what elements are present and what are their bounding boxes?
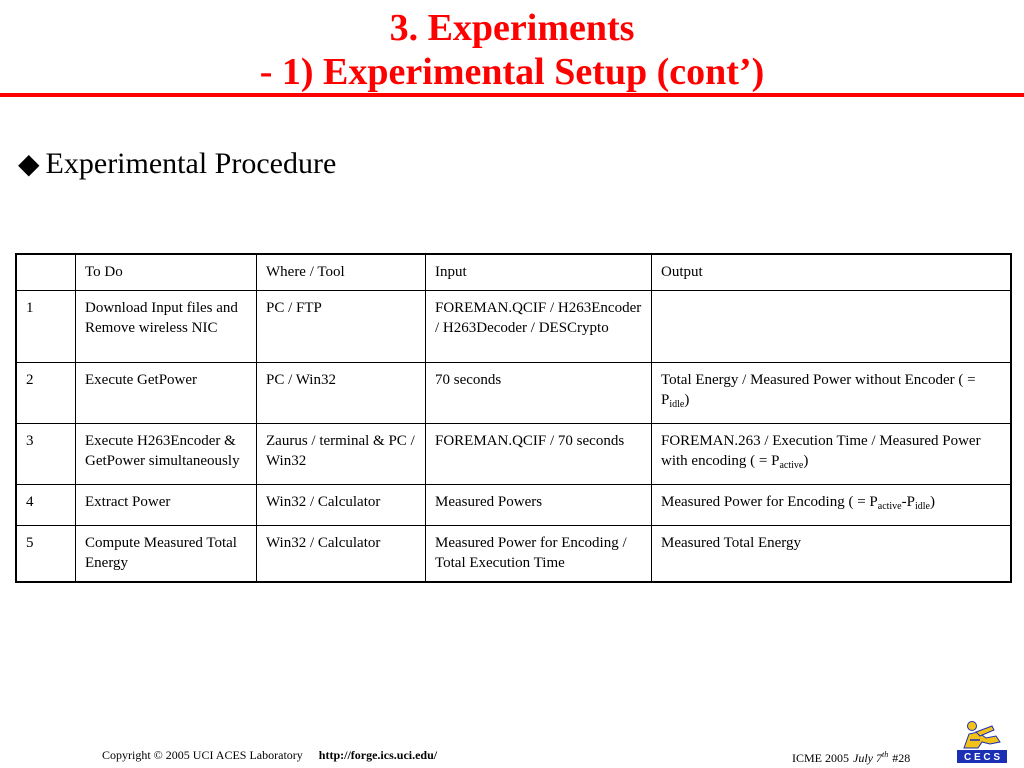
title-line-2: - 1) Experimental Setup (cont’) (259, 51, 765, 93)
slide-number: #28 (892, 751, 911, 765)
header-cell-output: Output (652, 254, 1012, 291)
footer-left (102, 748, 437, 762)
row-number: 3 (16, 424, 76, 485)
row-todo: Compute Measured Total Energy (76, 526, 257, 583)
row-input: Measured Power for Encoding / Total Execution Time (426, 526, 652, 583)
row-todo: Extract Power (76, 485, 257, 526)
output-subscript: active (779, 460, 804, 471)
output-subscript: idle (669, 399, 685, 410)
event-date-text: July 7 (853, 751, 882, 765)
title-line-1: 3. Experiments (389, 7, 635, 49)
header-cell-number (16, 254, 76, 291)
copyright-text: Copyright © 2005 UCI ACES Laboratory (102, 748, 303, 762)
event-name: ICME 2005 (792, 751, 849, 765)
output-text: Total Energy / Measured Power without Encoder ( = P (661, 372, 976, 408)
table-row (16, 485, 1011, 526)
row-number: 2 (16, 363, 76, 424)
row-input: 70 seconds (426, 363, 652, 424)
row-number: 4 (16, 485, 76, 526)
output-text-end: ) (684, 392, 690, 408)
output-text: FOREMAN.263 / Execution Time / Measured Power with encoding ( = P (661, 433, 981, 469)
output-text-mid: -P (901, 494, 915, 510)
title-underline (0, 93, 1024, 97)
row-todo: Execute H263Encoder & GetPower simultaneously (76, 424, 257, 485)
row-tool: PC / FTP (257, 291, 426, 363)
row-input: FOREMAN.QCIF / H263Encoder / H263Decoder / DESCrypto (426, 291, 652, 363)
row-tool: Win32 / Calculator (257, 485, 426, 526)
logo-text: C E C S (963, 752, 1001, 763)
table-row (16, 424, 1011, 485)
row-output (652, 424, 1012, 485)
row-todo: Execute GetPower (76, 363, 257, 424)
row-output (652, 363, 1012, 424)
bullet-item (18, 146, 336, 183)
logo-figure-icon (964, 722, 1000, 749)
table-row (16, 291, 1011, 363)
output-text-end: ) (803, 453, 809, 469)
row-output (652, 291, 1012, 363)
table-row (16, 363, 1011, 424)
output-text-end: ) (929, 494, 935, 510)
row-output (652, 485, 1012, 526)
event-date (853, 751, 888, 765)
row-number: 1 (16, 291, 76, 363)
table-header-row (16, 254, 1011, 291)
header-cell-todo: To Do (76, 254, 257, 291)
footer-right (792, 750, 911, 765)
output-subscript: active (877, 501, 902, 512)
output-text: Measured Power for Encoding ( = P (661, 494, 878, 510)
row-tool: PC / Win32 (257, 363, 426, 424)
row-tool: Win32 / Calculator (257, 526, 426, 583)
lab-url-link[interactable]: http://forge.ics.uci.edu/ (318, 748, 438, 762)
row-tool: Zaurus / terminal & PC / Win32 (257, 424, 426, 485)
row-output: Measured Total Energy (652, 526, 1012, 583)
event-date-suffix: th (882, 750, 889, 759)
row-number: 5 (16, 526, 76, 583)
header-cell-tool: Where / Tool (257, 254, 426, 291)
header-cell-input: Input (426, 254, 652, 291)
diamond-bullet-icon: ◆ (18, 149, 40, 180)
row-input: FOREMAN.QCIF / 70 seconds (426, 424, 652, 485)
output-subscript-2: idle (914, 501, 930, 512)
procedure-table (15, 253, 1012, 583)
row-todo: Download Input files and Remove wireless NIC (76, 291, 257, 363)
table-row (16, 526, 1011, 583)
bullet-text: Experimental Procedure (45, 147, 337, 180)
cecs-logo (956, 718, 1008, 764)
slide-title (0, 6, 1024, 94)
row-input: Measured Powers (426, 485, 652, 526)
